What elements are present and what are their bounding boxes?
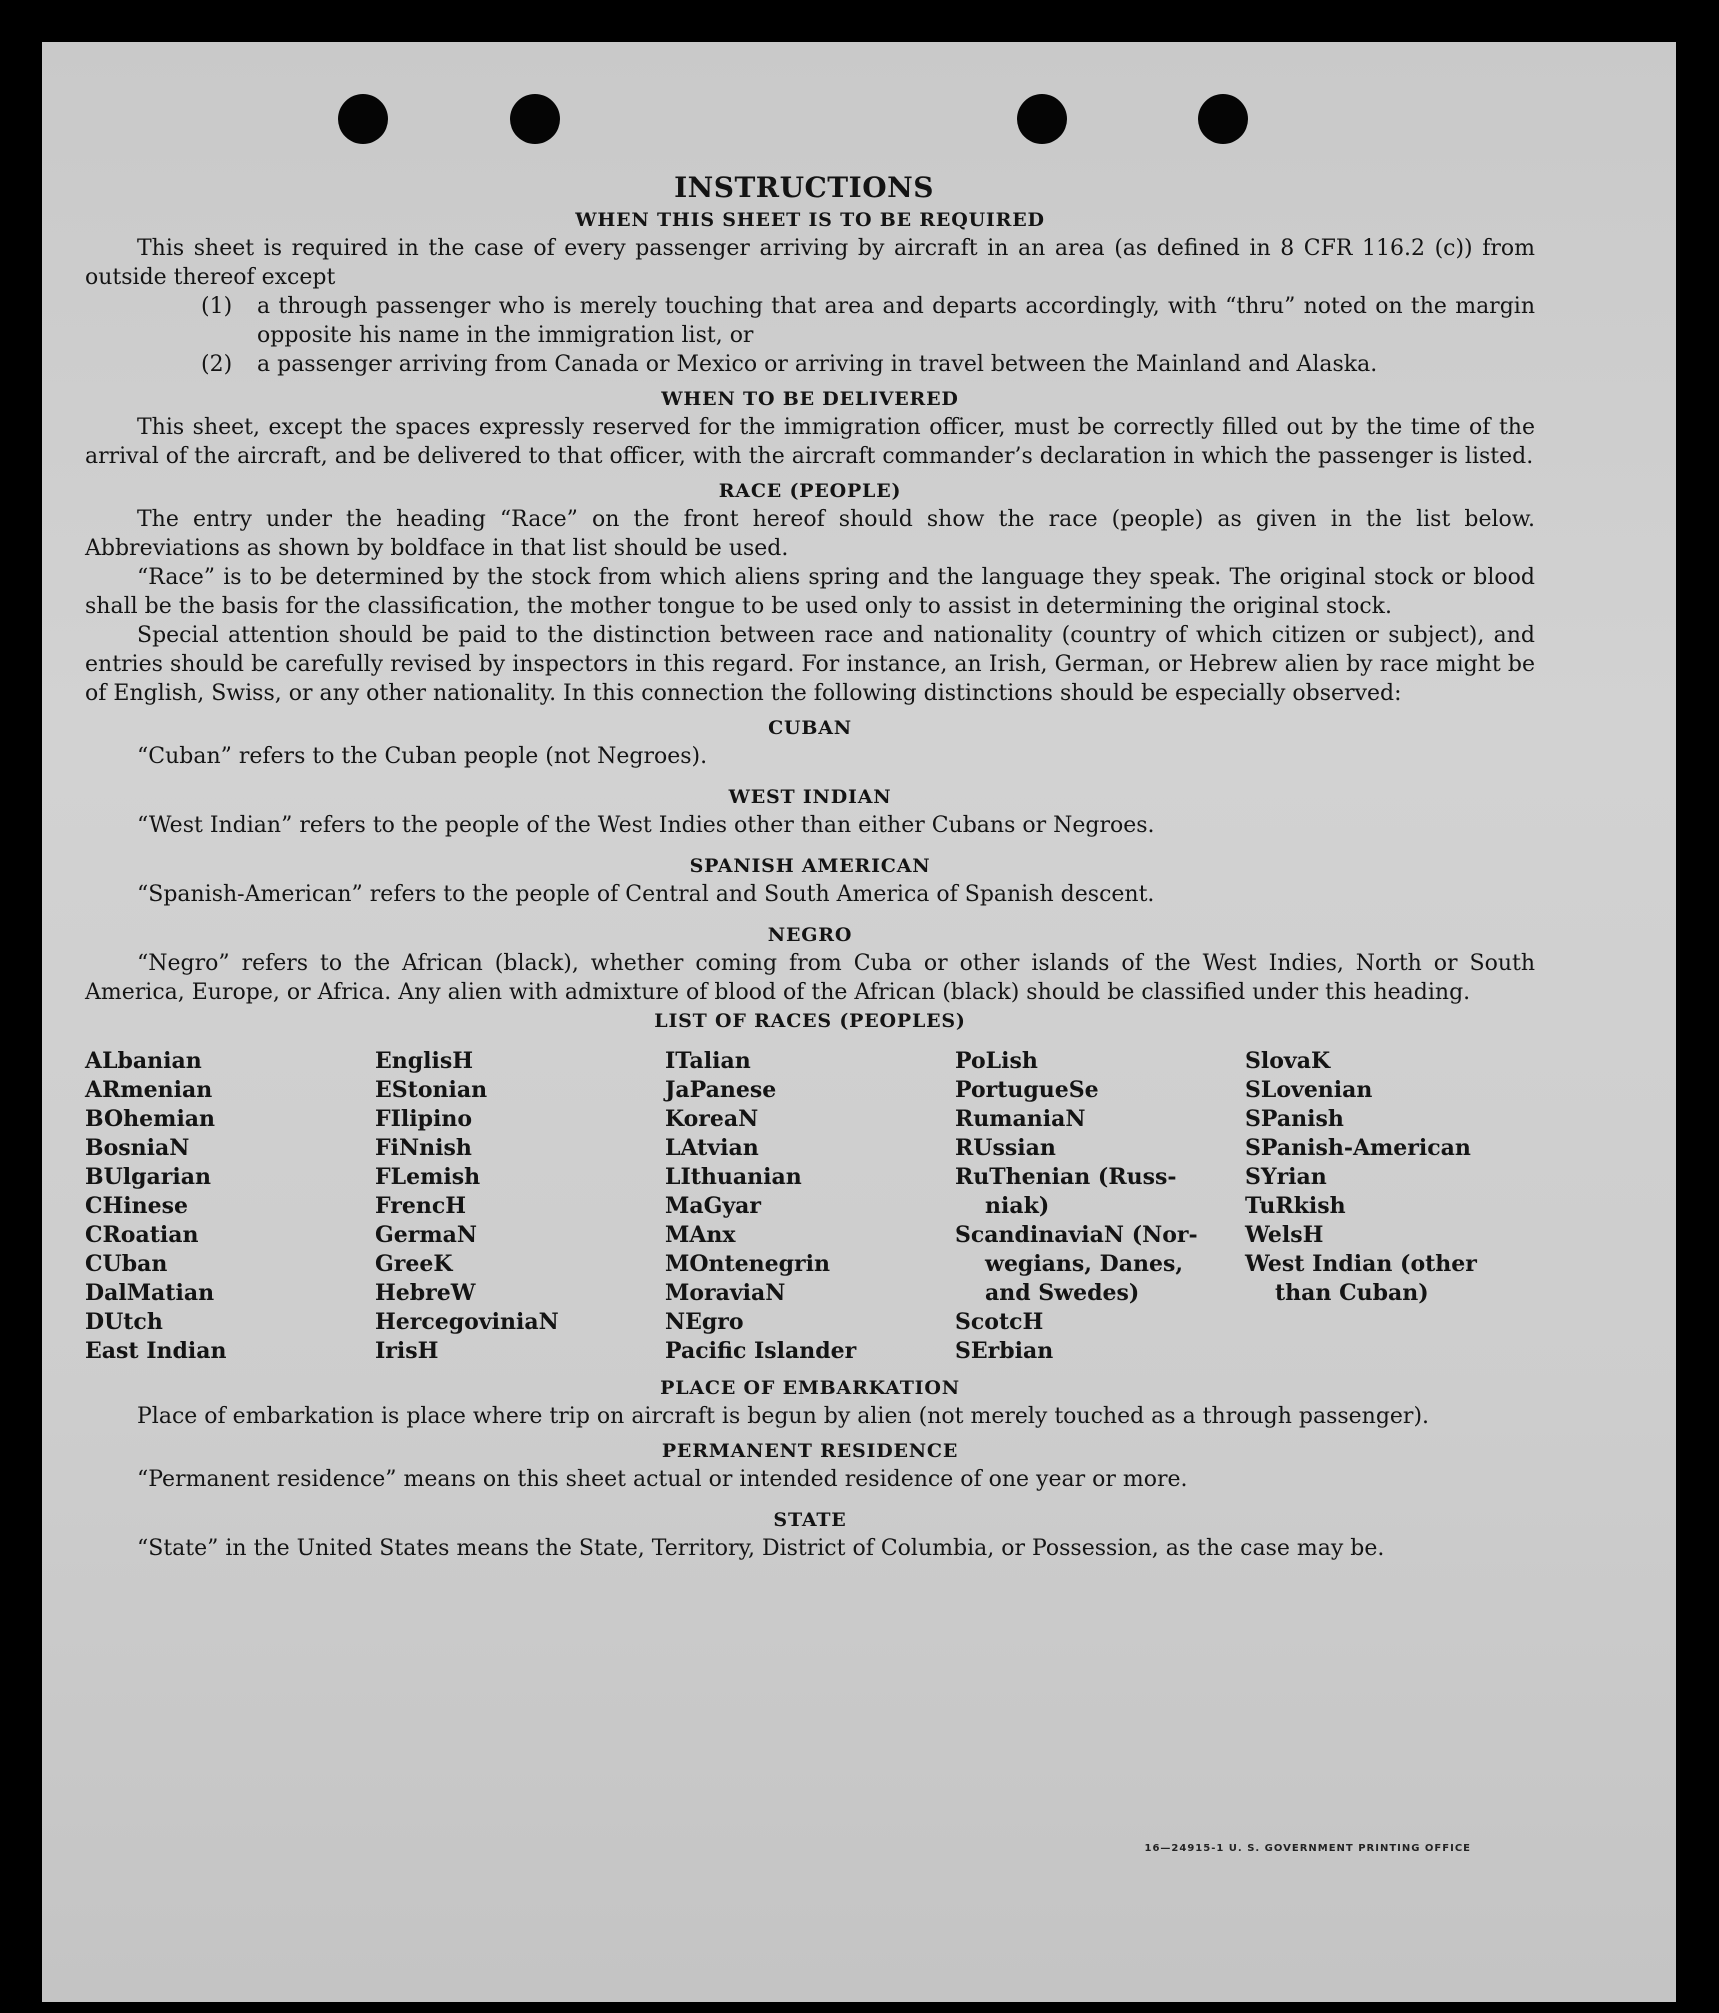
- race-item: KoreaN: [665, 1106, 759, 1132]
- race-item: MoraviaN: [665, 1280, 786, 1306]
- paragraph: “West Indian” refers to the people of the West Indies other than either Cubans or Negroes.: [137, 813, 1155, 838]
- section-heading-negro: NEGRO: [767, 924, 853, 946]
- races-column-3: [665, 1047, 955, 1366]
- race-item: BUlgarian: [85, 1164, 211, 1190]
- race-item: GermaN: [375, 1222, 478, 1248]
- race-item: HercegoviniaN: [375, 1309, 559, 1335]
- race-item: PortugueSe: [955, 1077, 1099, 1103]
- race-item: HebreW: [375, 1280, 476, 1306]
- race-item: SErbian: [955, 1338, 1054, 1364]
- race-item: FLemish: [375, 1164, 481, 1190]
- race-item: BOhemian: [85, 1106, 216, 1132]
- punch-hole: [1017, 94, 1067, 144]
- races-column-1: [85, 1047, 375, 1366]
- list-item-number: (2): [201, 352, 233, 377]
- page-title: INSTRUCTIONS: [674, 171, 934, 204]
- race-item: ScotcH: [955, 1309, 1044, 1335]
- list-item-text: a through passenger who is merely touching that area and departs accordingly, with “thru” noted on the margin opposite his name in the immigration list, or: [257, 294, 1535, 348]
- race-item: GreeK: [375, 1251, 453, 1277]
- paragraph: “Race” is to be determined by the stock from which aliens spring and the language they speak. The original stock or blood shall be the basis for the classification, the mother tongue to be used only to assist in determining the original stock.: [85, 565, 1535, 619]
- race-item: Pacific Islander: [665, 1338, 857, 1364]
- paragraph: “Permanent residence” means on this sheet actual or intended residence of one year or more.: [137, 1467, 1188, 1492]
- race-item: TuRkish: [1245, 1193, 1346, 1219]
- section-heading-spanish-american: SPANISH AMERICAN: [689, 855, 931, 877]
- race-item: MAnx: [665, 1222, 736, 1248]
- paragraph: “Cuban” refers to the Cuban people (not Negroes).: [137, 744, 708, 769]
- instructions-content: [85, 170, 1535, 1563]
- race-item: CHinese: [85, 1193, 189, 1219]
- race-item: CUban: [85, 1251, 168, 1277]
- paragraph: “State” in the United States means the State, Territory, District of Columbia, or Possession, as the case may be.: [137, 1536, 1385, 1561]
- race-item-continuation: wegians, Danes,: [985, 1251, 1183, 1277]
- race-item: FiNnish: [375, 1135, 472, 1161]
- race-item: ITalian: [665, 1048, 751, 1074]
- punch-hole: [1198, 94, 1248, 144]
- race-item-continuation: than Cuban): [1275, 1280, 1429, 1306]
- race-item-continuation: and Swedes): [985, 1280, 1140, 1306]
- paragraph: Special attention should be paid to the distinction between race and nationality (country of which citizen or subject), and entries should be carefully revised by inspectors in this regard. For instance, an Irish, German, or Hebrew alien by race might be of English, Swiss, or any other nationality. In this connection the following distinctions should be especially observed:: [85, 623, 1535, 706]
- race-item: RUssian: [955, 1135, 1056, 1161]
- paragraph: The entry under the heading “Race” on the front hereof should show the race (people) as given in the list below. Abbreviations as shown by boldface in that list should be used.: [85, 507, 1535, 561]
- races-column-5: [1245, 1047, 1535, 1366]
- race-item: MOntenegrin: [665, 1251, 830, 1277]
- section-heading-when-delivered: WHEN TO BE DELIVERED: [661, 388, 959, 410]
- list-item: [201, 350, 1535, 379]
- section-heading-when-required: WHEN THIS SHEET IS TO BE REQUIRED: [575, 209, 1045, 231]
- race-item: DalMatian: [85, 1280, 215, 1306]
- section-heading-state: STATE: [773, 1509, 847, 1531]
- race-item: ALbanian: [85, 1048, 202, 1074]
- paragraph: “Spanish-American” refers to the people of Central and South America of Spanish descent.: [137, 882, 1155, 907]
- races-list: [85, 1047, 1535, 1366]
- list-item-number: (1): [201, 294, 233, 319]
- race-item: RumaniaN: [955, 1106, 1086, 1132]
- race-item: WelsH: [1245, 1222, 1324, 1248]
- race-item: SYrian: [1245, 1164, 1327, 1190]
- race-item: JaPanese: [665, 1077, 777, 1103]
- race-item: CRoatian: [85, 1222, 199, 1248]
- races-column-4: [955, 1047, 1245, 1366]
- list-item: [201, 292, 1535, 350]
- race-item: East Indian: [85, 1338, 227, 1364]
- race-item: EnglisH: [375, 1048, 474, 1074]
- section-heading-permanent-residence: PERMANENT RESIDENCE: [661, 1440, 959, 1462]
- section-heading-cuban: CUBAN: [768, 717, 852, 739]
- punch-hole: [510, 94, 560, 144]
- race-item: IrisH: [375, 1338, 439, 1364]
- race-item: BosniaN: [85, 1135, 190, 1161]
- race-item: LIthuanian: [665, 1164, 802, 1190]
- race-item: MaGyar: [665, 1193, 762, 1219]
- paragraph: “Negro” refers to the African (black), whether coming from Cuba or other islands of the West Indies, North or South America, Europe, or Africa. Any alien with admixture of blood of the African (black) should be classified under this heading.: [85, 951, 1535, 1005]
- race-item: FrencH: [375, 1193, 466, 1219]
- paragraph: This sheet is required in the case of every passenger arriving by aircraft in an area (as defined in 8 CFR 116.2 (c)) from outside thereof except: [85, 236, 1535, 290]
- race-item-continuation: niak): [985, 1193, 1050, 1219]
- race-item: SPanish: [1245, 1106, 1344, 1132]
- printing-office-code: 16—24915-1 U. S. GOVERNMENT PRINTING OFFICE: [1144, 1843, 1471, 1854]
- race-item: West Indian (other: [1245, 1251, 1477, 1277]
- list-item-text: a passenger arriving from Canada or Mexico or arriving in travel between the Mainland and Alaska.: [257, 352, 1378, 377]
- section-heading-embarkation: PLACE OF EMBARKATION: [660, 1377, 960, 1399]
- race-item: ARmenian: [85, 1077, 213, 1103]
- section-heading-list-of-races: LIST OF RACES (PEOPLES): [654, 1010, 966, 1032]
- race-item: SLovenian: [1245, 1077, 1373, 1103]
- race-item: SlovaK: [1245, 1048, 1331, 1074]
- race-item: LAtvian: [665, 1135, 759, 1161]
- race-item: EStonian: [375, 1077, 488, 1103]
- race-item: FIlipino: [375, 1106, 473, 1132]
- race-item: PoLish: [955, 1048, 1038, 1074]
- race-item: ScandinaviaN (Nor-: [955, 1222, 1198, 1248]
- races-column-2: [375, 1047, 665, 1366]
- section-heading-race: RACE (PEOPLE): [718, 480, 902, 502]
- paragraph: Place of embarkation is place where trip on aircraft is begun by alien (not merely touched as a through passenger).: [137, 1404, 1430, 1429]
- race-item: RuThenian (Russ-: [955, 1164, 1177, 1190]
- document-sheet: [42, 42, 1676, 2002]
- race-item: NEgro: [665, 1309, 744, 1335]
- paragraph: This sheet, except the spaces expressly reserved for the immigration officer, must be correctly filled out by the time of the arrival of the aircraft, and be delivered to that officer, with the aircraft commander’s declaration in which the passenger is listed.: [85, 415, 1535, 469]
- section-heading-west-indian: WEST INDIAN: [728, 786, 892, 808]
- race-item: DUtch: [85, 1309, 163, 1335]
- punch-hole: [338, 94, 388, 144]
- race-item: SPanish-American: [1245, 1135, 1471, 1161]
